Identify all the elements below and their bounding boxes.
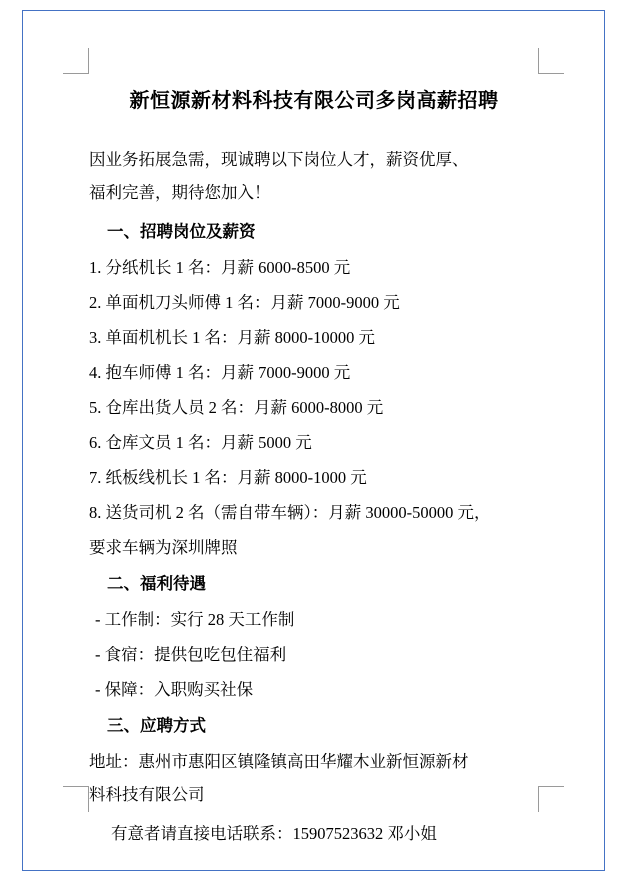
list-item: 7. 纸板线机长 1 名：月薪 8000-1000 元 bbox=[89, 468, 367, 487]
section-heading-positions: 一、招聘岗位及薪资 bbox=[107, 222, 256, 241]
page-title: 新恒源新材料科技有限公司多岗高薪招聘 bbox=[129, 90, 499, 112]
section-benefits bbox=[89, 567, 539, 706]
list-item: 5. 仓库出货人员 2 名：月薪 6000-8000 元 bbox=[89, 398, 384, 417]
contact-line: 有意者请直接电话联系：15907523632 邓小姐 bbox=[111, 824, 437, 843]
address-line-1: 地址：惠州市惠阳区镇隆镇高田华耀木业新恒源新材 bbox=[89, 752, 469, 771]
section-heading-benefits: 二、福利待遇 bbox=[107, 574, 206, 593]
crop-mark-top-left bbox=[63, 48, 89, 74]
list-item: 8. 送货司机 2 名（需自带车辆）：月薪 30000-50000 元， bbox=[89, 503, 491, 522]
list-item: 2. 单面机刀头师傅 1 名：月薪 7000-9000 元 bbox=[89, 293, 400, 312]
list-item: - 食宿：提供包吃包住福利 bbox=[95, 645, 287, 664]
list-item: 6. 仓库文员 1 名：月薪 5000 元 bbox=[89, 433, 312, 452]
list-item-continuation: 要求车辆为深圳牌照 bbox=[89, 538, 238, 557]
intro-line-1: 因业务拓展急需，现诚聘以下岗位人才，薪资优厚、 bbox=[89, 150, 469, 169]
list-item: 1. 分纸机长 1 名：月薪 6000-8500 元 bbox=[89, 258, 351, 277]
section-heading-apply: 三、应聘方式 bbox=[107, 716, 206, 735]
list-item: 4. 抱车师傅 1 名：月薪 7000-9000 元 bbox=[89, 363, 351, 382]
section-positions bbox=[89, 215, 539, 564]
crop-mark-bottom-left bbox=[63, 786, 89, 812]
intro-line-2: 福利完善，期待您加入！ bbox=[89, 183, 271, 202]
document-body bbox=[89, 68, 539, 850]
list-item: - 工作制：实行 28 天工作制 bbox=[95, 610, 295, 629]
list-item: - 保障：入职购买社保 bbox=[95, 680, 254, 699]
section-apply bbox=[89, 709, 539, 850]
crop-mark-bottom-right bbox=[538, 786, 564, 812]
crop-mark-top-right bbox=[538, 48, 564, 74]
intro-paragraph bbox=[89, 143, 539, 209]
list-item: 3. 单面机机长 1 名：月薪 8000-10000 元 bbox=[89, 328, 375, 347]
address-line-2: 料科技有限公司 bbox=[89, 785, 205, 804]
